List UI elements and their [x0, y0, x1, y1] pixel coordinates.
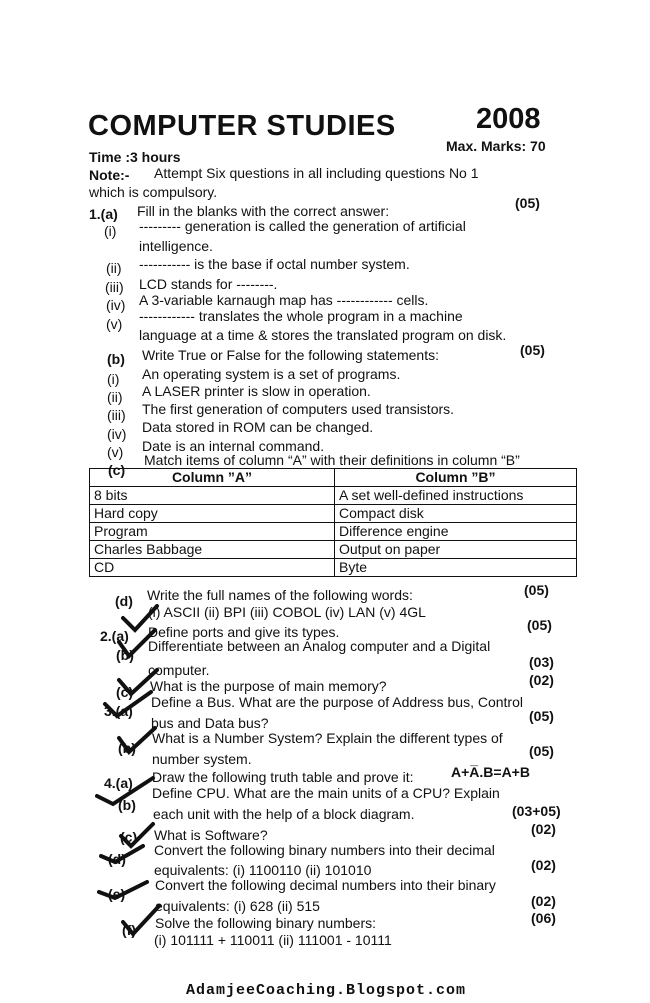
table-row — [90, 559, 577, 577]
item-text: ----------- is the base if octal number system. — [139, 256, 410, 272]
table-cell: Output on paper — [335, 541, 577, 559]
question-number: (b) — [116, 647, 134, 663]
question-text: What is a Number System? Explain the different types of — [152, 730, 503, 746]
item-number: (i) — [104, 223, 117, 239]
table-row — [90, 541, 577, 559]
item-text: LCD stands for --------. — [139, 276, 278, 292]
question-marks: (05) — [529, 743, 554, 759]
question-text-cont: (i) 101111 + 110011 (ii) 111001 - 10111 — [154, 932, 392, 948]
question-number: (c) — [116, 684, 134, 700]
question-text: Define CPU. What are the main units of a CPU? Explain — [152, 785, 500, 801]
question-number: (c) — [108, 462, 126, 478]
question-text-cont: bus and Data bus? — [151, 715, 269, 731]
table-row — [90, 505, 577, 523]
table-cell: A set well-defined instructions — [335, 487, 577, 505]
note-label: Note:- — [89, 167, 130, 183]
question-marks: (02) — [531, 893, 556, 909]
check-mark-icon — [95, 600, 165, 940]
item-text: A 3-variable karnaugh map has ------------ cells. — [139, 292, 429, 308]
table-cell: 8 bits — [90, 487, 335, 505]
footer-url: AdamjeeCoaching.Blogspot.com — [186, 982, 467, 999]
question-marks: (06) — [531, 910, 556, 926]
item-number: (v) — [107, 444, 124, 460]
item-text: Data stored in ROM can be changed. — [142, 419, 374, 435]
item-number: (iv) — [106, 297, 126, 313]
question-number: 4.(a) — [104, 775, 133, 791]
max-marks: Max. Marks: 70 — [446, 138, 546, 154]
question-number: (c) — [120, 829, 138, 845]
exam-year: 2008 — [476, 103, 541, 135]
question-marks: (03) — [529, 654, 554, 670]
question-number: (d) — [108, 851, 126, 867]
question-number: (b) — [118, 797, 136, 813]
question-number: (f) — [122, 922, 136, 938]
table-cell: Byte — [335, 559, 577, 577]
table-row — [90, 487, 577, 505]
table-row — [90, 523, 577, 541]
note-text-cont: which is compulsory. — [89, 184, 218, 200]
table-cell: Program — [90, 523, 335, 541]
question-number: 2.(a) — [100, 628, 129, 644]
question-text-cont: equivalents: (i) 628 (ii) 515 — [155, 898, 320, 914]
question-marks: (05) — [520, 342, 545, 358]
item-text: An operating system is a set of programs. — [142, 366, 401, 382]
item-number: (i) — [107, 371, 120, 387]
table-cell: Charles Babbage — [90, 541, 335, 559]
question-text: What is Software? — [154, 827, 268, 843]
item-number: (ii) — [107, 389, 123, 405]
question-text: Convert the following binary numbers into their decimal — [154, 842, 495, 858]
question-marks: (03+05) — [512, 803, 561, 819]
question-text: Solve the following binary numbers: — [155, 915, 377, 931]
table-cell: Compact disk — [335, 505, 577, 523]
item-number: (iii) — [107, 407, 126, 423]
table-cell: Hard copy — [90, 505, 335, 523]
item-text: A LASER printer is slow in operation. — [142, 383, 371, 399]
question-marks: (02) — [529, 672, 554, 688]
column-b-header: Column ”B” — [335, 469, 577, 487]
page-title: COMPUTER STUDIES — [88, 110, 396, 142]
question-number: (b) — [118, 740, 136, 756]
question-number: (d) — [115, 593, 133, 609]
item-text: ------------ translates the whole program in a machine — [139, 308, 463, 324]
question-text: Write the full names of the following words: — [147, 587, 413, 603]
question-text: Draw the following truth table and prove it: — [152, 769, 414, 785]
table-header-row — [90, 469, 577, 487]
question-text-cont: number system. — [152, 751, 252, 767]
question-text-cont: (i) ASCII (ii) BPI (iii) COBOL (iv) LAN (v) 4GL — [148, 604, 426, 620]
question-number: (b) — [107, 351, 125, 367]
column-a-header: Column ”A” — [90, 469, 335, 487]
item-text: Date is an internal command. — [142, 438, 325, 454]
question-text: Write True or False for the following statements: — [142, 347, 439, 363]
question-number: 3.(a) — [104, 703, 133, 719]
question-text-cont: equivalents: (i) 1100110 (ii) 101010 — [154, 862, 372, 878]
item-number: (iii) — [105, 279, 124, 295]
question-text: Match items of column “A” with their definitions in column “B” — [144, 452, 520, 468]
item-text: --------- generation is called the generation of artificial — [139, 218, 466, 234]
item-text-cont: intelligence. — [139, 238, 213, 254]
table-cell: Difference engine — [335, 523, 577, 541]
item-text: The first generation of computers used transistors. — [142, 401, 455, 417]
question-marks: (02) — [531, 857, 556, 873]
question-text: Convert the following decimal numbers into their binary — [155, 877, 496, 893]
time-label: Time :3 hours — [89, 149, 181, 165]
match-table — [89, 468, 577, 577]
item-text-cont: language at a time & stores the translated program on disk. — [139, 327, 507, 343]
boolean-formula: A+A̅.B=A+B — [451, 764, 530, 780]
question-text-cont: each unit with the help of a block diagram. — [153, 806, 415, 822]
question-marks: (05) — [515, 195, 540, 211]
question-number: (e) — [108, 886, 126, 902]
question-text: Define ports and give its types. — [148, 624, 340, 640]
item-number: (v) — [106, 316, 123, 332]
question-marks: (05) — [529, 708, 554, 724]
question-text: Fill in the blanks with the correct answer: — [137, 203, 390, 219]
question-text: What is the purpose of main memory? — [150, 678, 387, 694]
question-text: Define a Bus. What are the purpose of Address bus, Control — [151, 694, 523, 710]
item-number: (iv) — [107, 426, 127, 442]
question-text-cont: computer. — [148, 662, 210, 678]
question-marks: (02) — [531, 821, 556, 837]
question-marks: (05) — [524, 582, 549, 598]
question-marks: (05) — [527, 617, 552, 633]
item-number: (ii) — [106, 260, 122, 276]
question-number: 1.(a) — [89, 206, 118, 222]
note-text: Attempt Six questions in all including questions No 1 — [154, 165, 479, 181]
table-cell: CD — [90, 559, 335, 577]
question-text: Differentiate between an Analog computer and a Digital — [148, 638, 491, 654]
